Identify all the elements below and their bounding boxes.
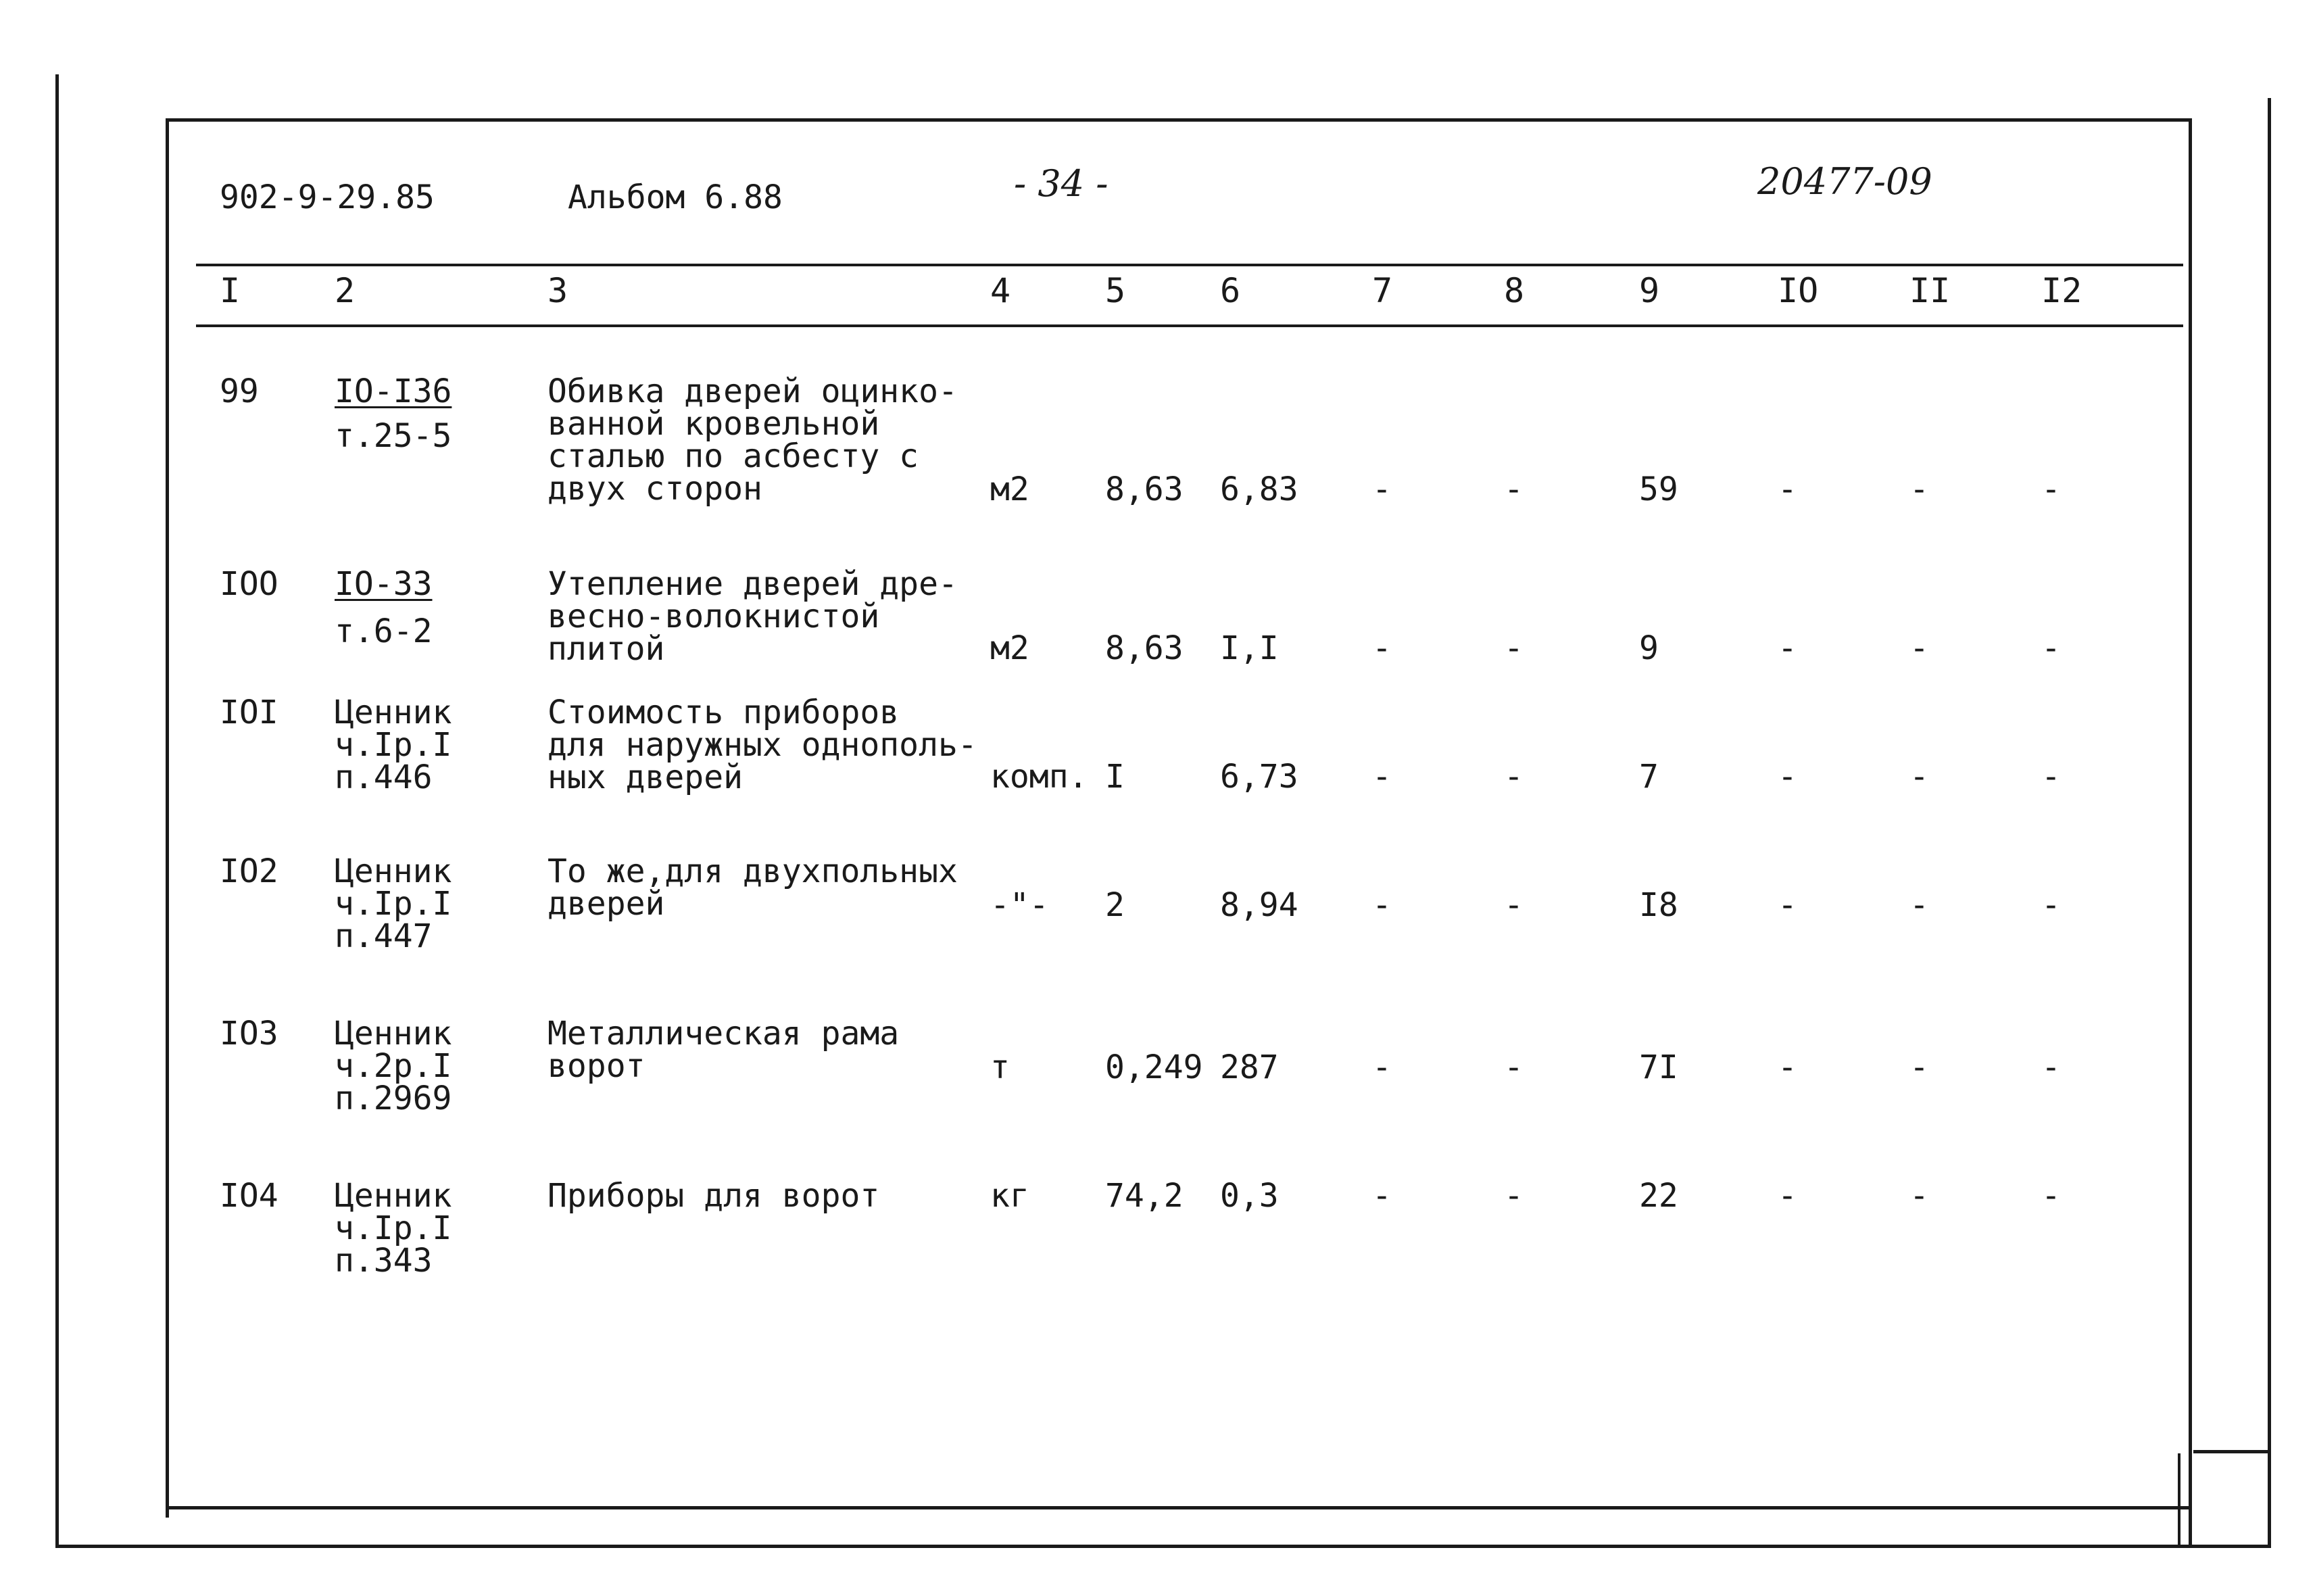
row-quantity: I [1105,758,1125,796]
row-col11: - [1909,470,1929,508]
row-unit: м2 [990,629,1029,667]
column-header-4: 4 [990,271,1011,310]
row-price: 6,83 [1220,470,1298,508]
column-header-10: IO [1778,271,1819,310]
row-col10: - [1778,886,1797,924]
row-total: 9 [1639,629,1659,667]
outer-left-border [55,74,59,1548]
row-col7: - [1372,1048,1392,1086]
row-number: IO3 [220,1015,278,1053]
row-price: 0,3 [1220,1177,1279,1215]
row-reference: Ценник ч.Iр.I п.447 [335,852,452,955]
row-col7: - [1372,758,1392,796]
column-header-6: 6 [1220,271,1241,310]
row-col8: - [1504,758,1524,796]
row-reference: Ценник ч.2р.I п.2969 [335,1015,452,1117]
row-price: I,I [1220,629,1279,667]
row-unit: м2 [990,470,1029,508]
row-col7: - [1372,470,1392,508]
row-number: IOI [220,694,278,731]
column-header-3: 3 [547,271,568,310]
row-col12: - [2041,1048,2061,1086]
reference-code: IO-33 [335,565,433,603]
row-description: Стоимость приборов для наружных однополь- ных дверей [547,694,977,796]
column-header-8: 8 [1504,271,1525,310]
row-quantity: 0,249 [1105,1048,1203,1086]
frame-top [166,118,2190,122]
row-col10: - [1778,470,1797,508]
column-header-7: 7 [1372,271,1393,310]
row-col8: - [1504,629,1524,667]
column-header-1: I [220,271,241,310]
row-price: 6,73 [1220,758,1298,796]
column-header-11: II [1909,271,1951,310]
reference-code: IO-I36 [335,372,452,410]
row-col8: - [1504,1048,1524,1086]
row-quantity: 74,2 [1105,1177,1184,1215]
row-col11: - [1909,629,1929,667]
row-unit: -"- [990,886,1049,924]
row-col8: - [1504,886,1524,924]
column-header-2: 2 [335,271,356,310]
row-col7: - [1372,1177,1392,1215]
outer-right-border [2268,98,2271,1548]
row-unit: кг [990,1177,1029,1215]
row-number: IOO [220,565,278,603]
header-rule-top [196,264,2183,266]
row-total: 22 [1639,1177,1678,1215]
row-total: I8 [1639,886,1678,924]
outer-bottom-border [55,1545,2271,1548]
row-reference [335,372,452,455]
row-quantity: 8,63 [1105,629,1184,667]
page-number: - 34 - [1014,162,1108,205]
row-quantity: 8,63 [1105,470,1184,508]
row-col7: - [1372,629,1392,667]
row-quantity: 2 [1105,886,1125,924]
document-number: 20477-09 [1757,160,1932,203]
row-col12: - [2041,886,2061,924]
frame-right [2189,118,2192,1548]
column-header-9: 9 [1639,271,1660,310]
row-number: IO2 [220,852,278,890]
row-unit: комп. [990,758,1088,796]
row-total: 59 [1639,470,1678,508]
row-total: 7I [1639,1048,1678,1086]
row-col10: - [1778,1177,1797,1215]
row-col12: - [2041,758,2061,796]
row-number: 99 [220,372,259,410]
row-description: Обивка дверей оцинко- ванной кровельной сталью по асбесту с двух сторон [547,372,958,508]
reference-table: т.25-5 [335,417,452,455]
row-number: IO4 [220,1177,278,1215]
row-col12: - [2041,1177,2061,1215]
doc-code: 902-9-29.85 [220,178,435,216]
row-description: Приборы для ворот [547,1177,880,1215]
row-col11: - [1909,886,1929,924]
album-label: Альбом 6.88 [568,178,783,216]
row-col11: - [1909,1048,1929,1086]
row-col8: - [1504,470,1524,508]
row-price: 8,94 [1220,886,1298,924]
row-description: То же,для двухпольных дверей [547,852,958,923]
row-col10: - [1778,1048,1797,1086]
row-total: 7 [1639,758,1659,796]
row-col11: - [1909,758,1929,796]
row-col10: - [1778,758,1797,796]
header-rule-bottom [196,324,2183,327]
row-col8: - [1504,1177,1524,1215]
frame-bottom [166,1506,2190,1509]
row-unit: т [990,1048,1010,1086]
reference-table: т.6-2 [335,612,433,650]
row-col11: - [1909,1177,1929,1215]
row-reference: Ценник ч.Iр.I п.343 [335,1177,452,1280]
row-col7: - [1372,886,1392,924]
stamp-box-left [2178,1453,2180,1545]
row-description: Утепление дверей дре- весно-волокнистой плитой [547,565,958,668]
column-header-12: I2 [2041,271,2082,310]
row-price: 287 [1220,1048,1279,1086]
column-header-5: 5 [1105,271,1126,310]
row-reference [335,565,433,650]
stamp-box-top [2193,1450,2268,1453]
row-reference: Ценник ч.Iр.I п.446 [335,694,452,796]
row-col12: - [2041,470,2061,508]
row-col10: - [1778,629,1797,667]
row-description: Металлическая рама ворот [547,1015,900,1085]
frame-left [166,118,169,1518]
row-col12: - [2041,629,2061,667]
